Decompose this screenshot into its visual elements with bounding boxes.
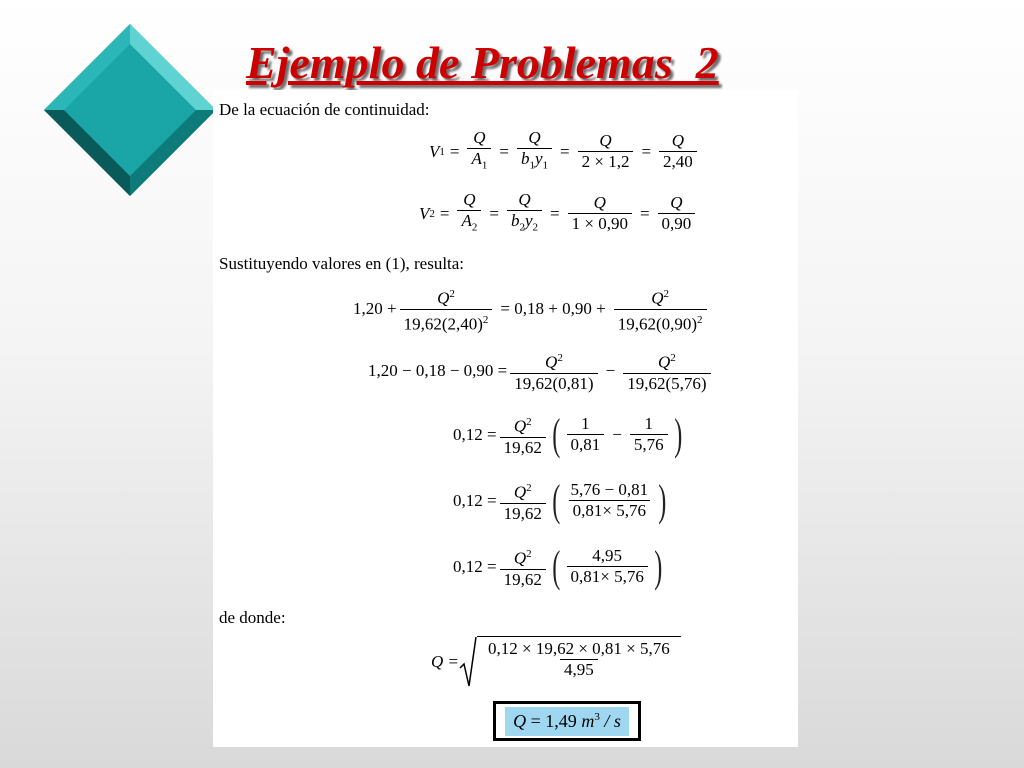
equation-5: 0,12 = $\frac{Q^2}{19,62}$ ( 1 0,81 − $\frac{1}{5,76}$ ) xyxy=(453,409,682,459)
slide-title: Ejemplo de Problemas 2 xyxy=(246,37,719,88)
equation-3: 1,20 + $\frac{Q^2}{19,62(2,40)^2}$ = 0,18 + 0,90 + $\frac{Q^2}{19,62(0,90)^2}$ xyxy=(353,284,710,334)
para-dedonde: de donde: xyxy=(219,608,286,627)
equation-7: 0,12 = $\frac{Q^2}{19,62}$ ( 4,95 0,81× 5,76 ) xyxy=(453,541,663,591)
sqrt-icon: 0,12 × 19,62 × 0,81 × 5,76 4,95 xyxy=(459,636,681,688)
equation-6: 0,12 = $\frac{Q^2}{19,62}$ ( 5,76 − 0,81 0,81× 5,76 ) xyxy=(453,475,667,525)
para-continuity: De la ecuación de continuidad: xyxy=(219,100,430,119)
document-image xyxy=(213,90,798,747)
equation-sqrt: Q = 0,12 × 19,62 × 0,81 × 5,76 4,95 xyxy=(431,636,681,688)
diamond-icon xyxy=(44,24,216,196)
equation-v2: V 2 = $\frac{Q}{A_2}$ = $\frac{Q}{b_2y_2}$ = $\frac{Q}{1 \times 0,90}$ = $\frac{Q}{0,90}$ xyxy=(419,190,698,237)
equation-4: 1,20 − 0,18 − 0,90 = $\frac{Q^2}{19,62(0,81)}$ − $\frac{Q^2}{19,62(5,76)}$ xyxy=(368,348,714,394)
para-substitute: Sustituyendo valores en (1), resulta: xyxy=(219,254,465,273)
equation-v1: V 1 = $\frac{Q}{A_1}$ = $\frac{Q}{b_1y_1}$ = $\frac{Q}{2 \times 1,2}$ = $\frac{Q}{2,40}$ xyxy=(429,128,700,175)
result-box: Q = 1,49 $m^3$ / s xyxy=(493,701,641,741)
